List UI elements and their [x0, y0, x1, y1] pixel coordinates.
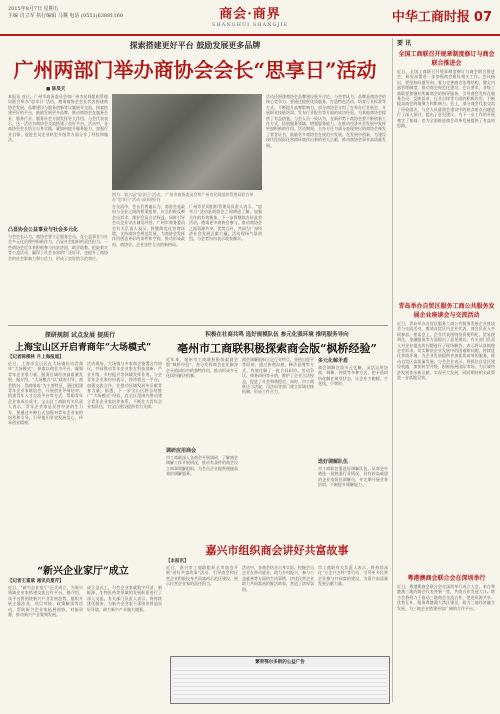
main-headline: 广州两部门举办商协会会长“思享日”活动	[13, 58, 377, 82]
event-photo	[112, 94, 262, 190]
story5-byline: 【记者王富斌 通讯员夏芹】	[8, 579, 64, 584]
main-body-col1b: 与会会长认为，商协会要立足服务会员，在公益事业与社会多元化治理中积极作为，凸显社会组织的责任担当。一些商协会近年来积极参与扶贫济困、助学助教、抢险救灾等公益活动，赢得了社会各界的广泛好评，也提升了商协会的社会影响力和公信力，形成了良好的示范效应。	[8, 234, 108, 261]
story4-headline: 嘉兴市组织商会讲好共富故事	[205, 544, 349, 557]
story2-byline: 【记者陈樑林 月上海报道】	[8, 355, 64, 360]
photo-caption: 图为：第六届“思享日”活动。 广州市商务委员会和广州市民间组织管理局联合举办“思享日”活动 (资料图片)	[112, 192, 254, 202]
edition-line: 主编 肖立军 执行编辑 马骥 电话 (0551)63881160	[8, 13, 124, 19]
ad-title: 繁荣鄂尔多斯的公益广告	[255, 660, 305, 665]
sidebar-item3-title: 粤港澳商会联合会在深圳举行	[407, 575, 486, 582]
section-title-en: SHANGHUI SHANGJIE	[211, 22, 289, 28]
story4-body-col2: 活动中，各商会结合自身实际，挖掘会员企业在带动就业、助力乡村振兴、参与公益慈善等方面的生动事例，讲述民营企业助力共同富裕的鲜活故事，营造了浓厚氛围。	[242, 565, 314, 592]
story3-body-col1b: 市工商联深入各商会开展调研，了解商会调解工作开展情况，推动有条件的商会设立商事调解组织，为会员企业提供便捷高效的调解服务。	[166, 455, 238, 477]
sidebar-label: 要 讯	[397, 40, 412, 47]
story3-body-col3: 商会调解注重多元化解，灵活运用协商、调解、仲裁等多种方式，把矛盾纠纷化解在萌芽状态，让企业少跑腿、少花钱、少费时。	[318, 365, 388, 387]
story2-body-col1: 近日，上海市宝山区在大场镇启动青商年“大场模式”，探索以商会为平台，凝聚青年企业家力量，服务区域经济高质量发展。据介绍，“大场模式”以“政府引导、商会搭台、青商唱戏”为主要特征，通过组建青年企业家联谊会、开展创业导师结对、搭建青年人才交流平台等方式，帮助青年企业家成长成才。宝山区工商联有关负责人表示，青年企业家是民营经济的生力军，要通过多种方式加强对青年企业家的培养和引导，引导他们坚定发展信心，传承创业精神。	[8, 361, 83, 426]
story3-headline: 亳州市工商联积极探索商会版“枫桥经验”	[177, 342, 377, 355]
story2-body-col2: 活动现场，大场镇与多家商会签署合作协议，共同推动青年企业家在科技创新、产业升级、乡村振兴等领域发挥作用。与会青年企业家纷纷表示，将珍惜这一平台，加强交流合作，在推动区域发展中贡献青春力量。据悉，下一步宝山区将总结推广“大场模式”经验，在全区范围内推动建立青年企业家培养体系，不断壮大青年企业家队伍，为宝山建设提供有力支撑。	[87, 361, 162, 410]
story3-section-head-2: 多元化解矛盾	[318, 358, 349, 364]
section-divider	[8, 325, 388, 326]
edition-info	[8, 6, 123, 20]
main-body-col2: 在交流中，会长们普遍认为，商协会是政府与企业之间的桥梁纽带，应当积极反映会员诉求，维护会员合法权益，同时引导会员企业守法诚信经营。广州市商务委员会有关负责人表示，将继续优化营商环境，支持商协会规范发展，为商协会发挥作用创造更好的条件和空间，推动形成政府、商协会、企业良性互动的新格局。	[112, 204, 185, 247]
main-kicker: 探索搭建更好平台 鼓励发展更多品牌	[129, 40, 261, 50]
story2-kicker: 探研规制 试点发展 提质行	[44, 332, 116, 339]
section-brand	[210, 3, 290, 28]
main-body-col3: 广州市民间组织管理局负责人表示，“思享日”活动是商协会之间增进了解、加强合作的有效载体，下一步将继续办好此类活动，邀请更多商协会参与，推动商协会之间资源共享、优势互补，共同为广州经济社会发展贡献力量。活动现场气氛热烈，与会者纷纷表示收获颇丰。	[189, 204, 262, 242]
main-author: ■ 陈昊天	[46, 87, 66, 92]
sidebar-item2-body: 近日，青岛举办自贸区服务工商公共服务发展企业座谈会与交流活动，邀请自贸区内企业代表、商会负责人共同参加。座谈会上，企业代表围绕投资便利化、贸易便利化、金融服务等方面提出了意见建议。有关部门负责人对企业提出的问题进行了现场解答，表示将认真梳理企业诉求，切实解决企业发展中的困难和问题，持续优化营商环境，为企业发展提供更加优质高效的服务，推动自贸区高质量发展。与会企业表示，将抓住自贸区建设机遇，加快转型升级，积极拓展国际市场，为区域经济发展作出新贡献，实现更大发展，同时期待相关政策进一步落地见效。	[397, 321, 495, 381]
story3-body-col3b: 市工商联注重选好调解队伍，从商会中遴选一批熟悉行业情况、具有较高威望的企业家担任调解员，并定期开展业务培训，不断提升调解能力。	[318, 466, 388, 488]
sidebar-item3-body: 近日，粤港澳商会联合会在深圳举行成立大会，来自粤港澳三地的商会代表齐聚一堂，共商合作发展大计。联合会将致力于推动三地商会交流合作，促进资源共享、优势互补，服务粤港澳大湾区建设，助力三地经济融合发展，为三地企业搭建更加广阔的合作平台。	[397, 584, 495, 611]
ad-box	[170, 656, 390, 704]
masthead	[0, 0, 500, 36]
main-body-col1: 本报讯 近日，广州市商务委员会和广州市民间组织管理局联合举办“思享日”活动，邀请商协会会长代表围绕商协会发展、品牌建设与服务创新等议题展开交流，探索搭建更好的平台，鼓励发展更多品牌，推动商协会在服务企业、服务行业、服务社会方面发挥更大作用。与会代表表示，这一活动为商协会交流搭建了良好平台。活动中，各商协会会长结合自身实践，就如何提升服务能力、加强行业自律、促进会员企业转型升级等方面分享了经验和做法。	[8, 94, 108, 143]
story3-kicker: 积极在社商共鸣 选好规模队伍 参元化强环境 推明服务导向	[205, 332, 349, 338]
story4-body-col1: 近日，嘉兴市工商联组织全市商会开展“讲好共富故事”活动，引导商会和民营企业积极投身共同富裕示范区建设，展示民营企业家的责任担当。	[166, 565, 238, 587]
section-title: 商会·商界	[219, 7, 281, 22]
story3-body-col2: 商会调解组织立足行业特点，坚持自愿平等原则，通过协商沟通、释法说理等方式，有效化解了一批合同纠纷、劳动争议、债务纠纷等矛盾，维护了企业合法权益，促进了社会和谐稳定。同时，市工商联还与法院、司法局等部门建立诉调对接机制，形成工作合力。	[242, 357, 314, 395]
story2-headline: 上海宝山区开启青商年“大场模式”	[14, 343, 152, 353]
sidebar-news	[392, 38, 496, 702]
story3-body-col1: 近年来，亳州市工商联积极探索商会版“枫桥经验”，充分发挥商会在化解涉企矛盾纠纷中的独特作用，推动形成多元化纠纷解决机制。	[166, 357, 238, 379]
main-body-col4: 活动还围绕商协会品牌建设展开讨论。与会者认为，品牌是商协会的核心竞争力，要通过提供优质服务、打造特色活动、培育行业标准等方式，不断提升品牌影响力。部分商协会介绍了在举办行业展会、开展职业技能培训、发布行业报告等方面的成功经验，为其他商协会提供了有益借鉴。与会人员一致认为，在新形势下商协会要不断创新工作方式，拓展服务领域，增强服务能力，在推动经济社会发展中发挥更加积极的作用。活动期间，主办方还为部分表现突出的商协会颁发了荣誉证书，鼓励更多商协会在规范中发展、在发展中创新，为建设现代化国际化营商环境作出新的更大贡献，推动商协会事业高质量发展。	[266, 94, 386, 148]
sidebar-item1-body: 近日，全国工商联召开规章制度修订与商会联合推进会，研究部署进一步加强商会建设相关工作。会议指出，要坚持问题导向，着力完善商会治理结构，健全内部管理制度，推动商会规范化建设。会议要求，各级工商联要加强对所属商会的指导服务，引导商会发挥在服务会员、反映诉求、行业自律等方面的积极作用，不断提高商会的凝聚力和影响力。会上，部分商会代表交流了经验做法，与会人员就商会建设中的热点难点问题进行了深入探讨，提出了意见建议，为下一步工作的开展奠定了基础，也为全面推进商会改革发展提供了有益的思路。	[397, 69, 495, 129]
story4-body-col3: 市工商联有关负责人表示，将持续深化“万企兴万村”等行动，引导更多民营企业参与共同富裕建设，为嘉兴高质量发展贡献力量。	[318, 565, 388, 587]
story3-section-head-1: 调研应用商会	[166, 448, 197, 454]
page-number: 07	[473, 10, 492, 25]
date-line: 2015年8月7日 星期五	[8, 6, 59, 12]
story5-headline: “新兴企业家厅”成立	[37, 566, 129, 577]
main-section-head: 凸显协会公益事业与社会多元化	[8, 227, 79, 233]
paper-name: 中华工商时报 07	[391, 10, 492, 25]
sidebar-item2-title: 青岛举办自贸区服务工商公共服务发展企业座谈会与交流活动	[398, 303, 495, 319]
story5-body-col1: 近日，“新兴企业家厅”正式成立，为新兴领域企业家搭建交流合作平台。据介绍，该平台将围绕新兴产业发展趋势，组织开展主题沙龙、项目对接、政策解读等活动，帮助新兴企业家拓展视野、对接资源，推动新兴产业集聚发展。	[8, 585, 83, 618]
story3-section-head-3: 选好调解队伍	[318, 459, 349, 465]
story5-body-col2: 成立仪式上，与会企业家就数字经济、新能源、生物医药等领域的发展前景进行了深入交流。有关部门负责人表示，将持续优化服务，为新兴企业家干事创业营造良好环境，助力新兴产业做大做强。	[87, 585, 162, 612]
story4-byline: 【本报讯】	[166, 559, 189, 564]
ad-table	[174, 667, 386, 699]
sidebar-item1-title: 全国工商联召开规章制度修订与商会联合推进会	[398, 51, 495, 67]
